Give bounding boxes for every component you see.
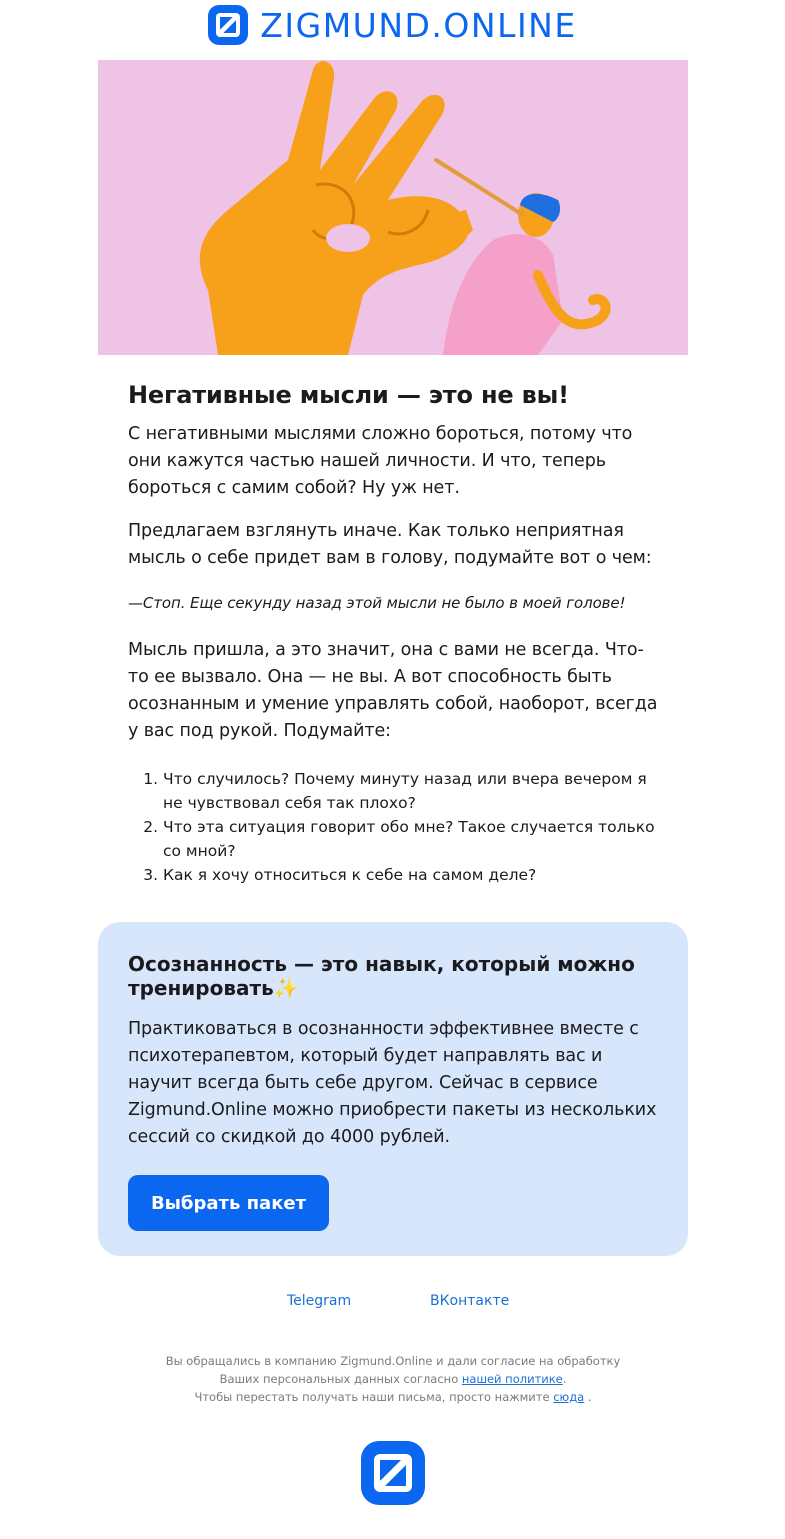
list-item: 3. Как я хочу относиться к себе на самом деле?	[163, 863, 663, 887]
privacy-policy-link[interactable]: нашей политике	[461, 1372, 563, 1386]
brand-name[interactable]: ZIGMUND.ONLINE	[260, 5, 577, 45]
unsubscribe-link[interactable]: сюда	[553, 1390, 585, 1404]
promo-content	[128, 952, 663, 1151]
hand-and-figure-illustration	[98, 60, 688, 355]
promo-card	[98, 922, 688, 1256]
promo-text: Практиковаться в осознанности эффективнее вместе с психотерапевтом, который будет направлять вас и научит всегда быть себе другом. Сейчас в сервисе Zigmund.Online можно приобрести пакеты из нескольких сессий со скидкой до 4000 рублей.	[128, 1019, 657, 1147]
email-header	[0, 0, 785, 50]
unsubscribe-text: Чтобы перестать получать наши письма, просто нажмите	[194, 1390, 550, 1404]
vk-link[interactable]: ВКонтакте	[430, 1293, 510, 1309]
article-body	[128, 380, 663, 887]
list-item: 2. Что эта ситуация говорит обо мне? Такое случается только со мной?	[163, 815, 663, 863]
zigmund-logo-icon[interactable]	[361, 1441, 425, 1505]
article-quote: —Стоп. Еще секунду назад этой мысли не было в моей голове!	[128, 594, 626, 613]
article-paragraph-3: Мысль пришла, а это значит, она с вами не всегда. Что-то ее вызвало. Она — не вы. А вот способность быть осознанным и умение управлять собой, наоборот, всегда у вас под рукой. Подумайте:	[128, 640, 658, 742]
period-separator: .	[562, 1372, 567, 1386]
period-separator: .	[587, 1390, 592, 1404]
article-paragraph-1: С негативными мыслями сложно бороться, потому что они кажутся частью нашей личности. И что, теперь бороться с самим собой? Ну уж нет.	[128, 424, 633, 499]
telegram-link[interactable]: Telegram	[287, 1293, 352, 1309]
zigmund-logo-icon[interactable]	[208, 5, 248, 45]
questions-list	[128, 767, 663, 887]
article-paragraph-2: Предлагаем взглянуть иначе. Как только неприятная мысль о себе придет вам в голову, подумайте вот о чем:	[128, 521, 652, 569]
article-title: Негативные мысли — это не вы!	[128, 381, 569, 409]
footer-legal	[148, 1352, 638, 1406]
choose-package-button[interactable]: Выбрать пакет	[128, 1175, 329, 1231]
consent-text: Вы обращались в компанию Zigmund.Online и дали согласие на обработку Ваших персональных данных согласно	[165, 1354, 621, 1386]
list-item: 1. Что случилось? Почему минуту назад или вчера вечером я не чувствовал себя так плохо?	[163, 767, 663, 815]
promo-title: Осознанность — это навык, который можно тренировать✨	[128, 952, 635, 1000]
hero-illustration	[98, 60, 688, 355]
